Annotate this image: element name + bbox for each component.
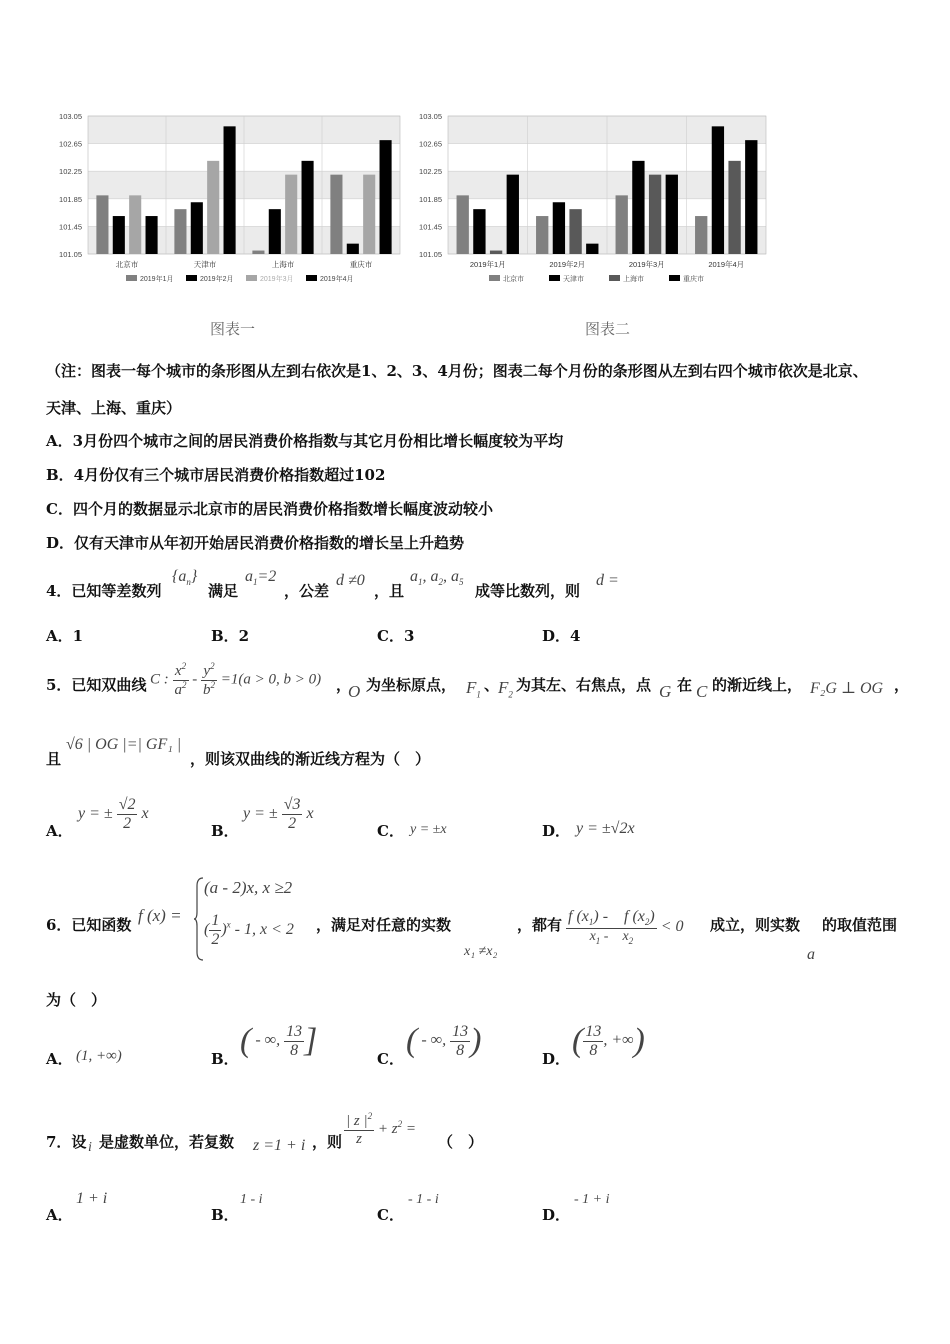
bar bbox=[536, 216, 548, 254]
q5-stem-g: 的渐近线上， bbox=[712, 676, 803, 694]
q6-stem-a: 6．已知函数 bbox=[46, 916, 132, 934]
q5-stem-b: ， bbox=[336, 676, 352, 694]
y-tick-label: 101.05 bbox=[59, 250, 82, 259]
y-tick-label: 102.25 bbox=[419, 167, 442, 177]
q5-option-c: y = ±x bbox=[410, 822, 447, 837]
q6-a: a bbox=[807, 946, 815, 963]
q4-option-b: B．2 bbox=[211, 627, 250, 645]
q5-hyperbola: C : $\frac{x^2}{a^2}$ - $\frac{y^2}{b^2}$ =1(a > 0, b > 0) bbox=[150, 661, 322, 698]
q5-stem-e: 为其左、右焦点，点 bbox=[516, 676, 652, 694]
q5-stem-f: 在 bbox=[677, 676, 693, 694]
q6-option-c-label: C． bbox=[377, 1050, 404, 1068]
y-tick-label: 101.85 bbox=[419, 194, 442, 204]
bar bbox=[380, 140, 392, 254]
q6-stem2: 为（ ） bbox=[46, 991, 107, 1009]
q7-option-d: - 1 + i bbox=[574, 1192, 610, 1207]
bar bbox=[269, 209, 281, 254]
bar bbox=[586, 244, 598, 254]
q7-option-a: 1 + i bbox=[76, 1190, 108, 1207]
q4-stem-e: 成等比数列，则 bbox=[475, 582, 581, 600]
bar bbox=[347, 244, 359, 254]
q5-option-d: y = ±√2x bbox=[576, 820, 635, 837]
legend-label: 北京市 bbox=[503, 276, 524, 283]
y-tick-label: 102.25 bbox=[59, 167, 82, 177]
q5-option-d-label: D． bbox=[542, 822, 571, 840]
bar bbox=[113, 216, 125, 254]
q4-option-c: C．3 bbox=[377, 627, 415, 645]
bar bbox=[569, 209, 581, 254]
bar bbox=[224, 126, 236, 254]
q7-expr: $\frac{| z |^2}{z}$ + $z^2$ = bbox=[346, 1111, 416, 1147]
legend-swatch bbox=[306, 275, 317, 281]
q6-stem-c: ，都有 bbox=[517, 916, 563, 934]
q7-stem-a: 7．设 bbox=[46, 1133, 87, 1151]
q4-option-a: A．1 bbox=[46, 627, 84, 645]
y-tick-label: 101.05 bbox=[419, 250, 442, 259]
q4-option-d: D．4 bbox=[542, 627, 581, 645]
bar bbox=[616, 195, 628, 254]
y-tick-label: 103.05 bbox=[419, 112, 442, 121]
chart-1-caption: 图表一 bbox=[210, 320, 256, 338]
x-tick-label: 上海市 bbox=[271, 260, 295, 269]
bar bbox=[207, 161, 219, 254]
q7-stem-b: 是虚数单位，若复数 bbox=[99, 1133, 235, 1151]
bar bbox=[330, 175, 342, 254]
q4-a1: $a_1=2$ bbox=[245, 568, 277, 588]
bar bbox=[191, 202, 203, 254]
chart-2-caption: 图表二 bbox=[585, 320, 631, 338]
x-tick-label: 2019年3月 bbox=[628, 260, 665, 269]
q5-stem2-a: 且 bbox=[46, 750, 62, 768]
q4-stem-c: ，公差 bbox=[284, 582, 330, 600]
bar bbox=[666, 175, 678, 254]
q6-piece-1: (a - 2)x, x ≥2 bbox=[204, 878, 293, 897]
q4-seq: $\{a_n\}$ bbox=[172, 568, 198, 588]
q4-stem-b: 满足 bbox=[208, 582, 239, 600]
q6-option-d-label: D． bbox=[542, 1050, 571, 1068]
bar bbox=[712, 126, 724, 254]
x-tick-label: 重庆市 bbox=[349, 260, 373, 269]
q5-stem-c: 为坐标原点， bbox=[366, 676, 457, 694]
q3-option-a: A．3月份四个城市之间的居民消费价格指数与其它月份相比增长幅度较为平均 bbox=[46, 432, 564, 450]
q5-stem-h: ， bbox=[894, 676, 910, 694]
bar bbox=[473, 209, 485, 254]
q3-option-c: C．四个月的数据显示北京市的居民消费价格指数增长幅度波动较小 bbox=[46, 500, 493, 518]
q7-option-a-label: A． bbox=[46, 1206, 73, 1224]
q7-option-b-label: B． bbox=[211, 1206, 239, 1224]
bar bbox=[745, 140, 757, 254]
q4-terms: $a_1$, $a_2$, $a_5$ bbox=[410, 568, 464, 588]
q6-option-b: ( - ∞, $\frac{13}{8}$ ] bbox=[240, 1022, 318, 1059]
q6-stem-e: 的取值范围 bbox=[822, 916, 898, 934]
legend-swatch bbox=[549, 275, 560, 281]
x-tick-label: 2019年1月 bbox=[469, 260, 506, 269]
q6-option-a-label: A． bbox=[46, 1050, 73, 1068]
legend-swatch bbox=[126, 275, 137, 281]
bar bbox=[649, 175, 661, 254]
bar bbox=[252, 251, 264, 254]
q6-option-b-label: B． bbox=[211, 1050, 239, 1068]
bar bbox=[363, 175, 375, 254]
q6-option-a: (1, +∞) bbox=[76, 1048, 122, 1064]
legend-swatch bbox=[186, 275, 197, 281]
q5-cond: √6 | OG |=| GF₁ | bbox=[66, 736, 182, 753]
q4-d: d ≠0 bbox=[336, 572, 365, 589]
q6-stem-b: ，满足对任意的实数 bbox=[316, 916, 452, 934]
q5-option-a-label: A． bbox=[46, 822, 73, 840]
legend-label: 2019年3月 bbox=[260, 276, 294, 283]
q5-stem-a: 5．已知双曲线 bbox=[46, 676, 147, 694]
q6-option-c: ( - ∞, $\frac{13}{8}$ ) bbox=[406, 1022, 482, 1059]
q5-F1: $F_1$ bbox=[466, 678, 481, 700]
q6-option-d: ( $\frac{13}{8}$ , +∞) bbox=[572, 1022, 645, 1059]
x-tick-label: 天津市 bbox=[193, 260, 217, 269]
q6-ratio: $\frac{f (x_1) - f (x_2)}{x_1 - x_2}$ < 0 bbox=[568, 908, 684, 946]
bar bbox=[695, 216, 707, 254]
q5-stem-d: 、 bbox=[484, 676, 500, 694]
q7-stem-c: ，则 bbox=[312, 1133, 343, 1151]
q5-F2: $F_2$ bbox=[498, 678, 513, 700]
legend-label: 天津市 bbox=[563, 276, 584, 283]
q5-option-a: y = ± $\frac{√2}{2}$ x bbox=[78, 796, 149, 832]
q7-i: i bbox=[88, 1140, 92, 1155]
legend-label: 2019年2月 bbox=[200, 276, 234, 283]
q5-G: G bbox=[659, 682, 672, 701]
note-line-1: （注：图表一每个城市的条形图从左到右依次是1、2、3、4月份；图表二每个月份的条形图从左到右四个城市依次是北京、 bbox=[46, 362, 868, 380]
bar bbox=[285, 175, 297, 254]
bar bbox=[129, 195, 141, 254]
legend-label: 2019年4月 bbox=[320, 276, 354, 283]
bar bbox=[507, 175, 519, 254]
y-tick-label: 101.45 bbox=[59, 222, 82, 232]
bar bbox=[96, 195, 108, 254]
q7-stem-d: （ ） bbox=[438, 1133, 484, 1151]
q7-option-c: - 1 - i bbox=[408, 1192, 439, 1207]
q7-option-c-label: C． bbox=[377, 1206, 404, 1224]
y-tick-label: 102.65 bbox=[419, 139, 442, 149]
x-tick-label: 2019年4月 bbox=[708, 260, 745, 269]
chart-2 bbox=[408, 106, 778, 291]
q3-option-b: B．4月份仅有三个城市居民消费价格指数超过102 bbox=[46, 466, 386, 484]
q6-x12: x₁ ≠x₂ bbox=[464, 944, 498, 959]
y-tick-label: 101.45 bbox=[419, 222, 442, 232]
q6-piece-2: ( $\frac{1}{2}$ )$^x$ - 1, x < 2 bbox=[204, 912, 294, 948]
x-tick-label: 北京市 bbox=[115, 260, 139, 269]
bar bbox=[146, 216, 158, 254]
q5-option-c-label: C． bbox=[377, 822, 404, 840]
y-tick-label: 103.05 bbox=[59, 112, 82, 121]
q5-perp: F₂G ⊥ OG bbox=[810, 680, 884, 697]
bar bbox=[553, 202, 565, 254]
q7-option-b: 1 - i bbox=[240, 1192, 263, 1207]
legend-swatch bbox=[609, 275, 620, 281]
q5-option-b-label: B． bbox=[211, 822, 239, 840]
legend-swatch bbox=[489, 275, 500, 281]
bar bbox=[174, 209, 186, 254]
q5-stem2-b: ，则该双曲线的渐近线方程为（ ） bbox=[190, 750, 431, 768]
q5-C: C bbox=[696, 682, 708, 701]
legend-swatch bbox=[669, 275, 680, 281]
q4-stem-d: ，且 bbox=[374, 582, 405, 600]
q4-stem-a: 4．已知等差数列 bbox=[46, 582, 162, 600]
q7-z: z =1 + i bbox=[253, 1137, 306, 1154]
bar bbox=[302, 161, 314, 254]
q7-option-d-label: D． bbox=[542, 1206, 571, 1224]
bar bbox=[457, 195, 469, 254]
q6-stem-d: 成立，则实数 bbox=[710, 916, 801, 934]
x-tick-label: 2019年2月 bbox=[549, 260, 586, 269]
q3-option-d: D．仅有天津市从年初开始居民消费价格指数的增长呈上升趋势 bbox=[46, 534, 465, 552]
legend-label: 2019年1月 bbox=[140, 276, 174, 283]
legend-label: 重庆市 bbox=[683, 276, 704, 283]
bar bbox=[632, 161, 644, 254]
bar bbox=[728, 161, 740, 254]
q6-fx: f (x) = bbox=[138, 906, 182, 925]
q4-d-eq: d = bbox=[596, 572, 619, 589]
legend-label: 上海市 bbox=[623, 276, 644, 283]
q5-option-b: y = ± $\frac{√3}{2}$ x bbox=[243, 796, 314, 832]
y-tick-label: 102.65 bbox=[59, 139, 82, 149]
bar bbox=[490, 251, 502, 254]
y-tick-label: 101.85 bbox=[59, 194, 82, 204]
q5-O: O bbox=[348, 682, 361, 701]
chart-1 bbox=[50, 106, 410, 291]
legend-swatch bbox=[246, 275, 257, 281]
note-line-2: 天津、上海、重庆） bbox=[46, 399, 182, 417]
